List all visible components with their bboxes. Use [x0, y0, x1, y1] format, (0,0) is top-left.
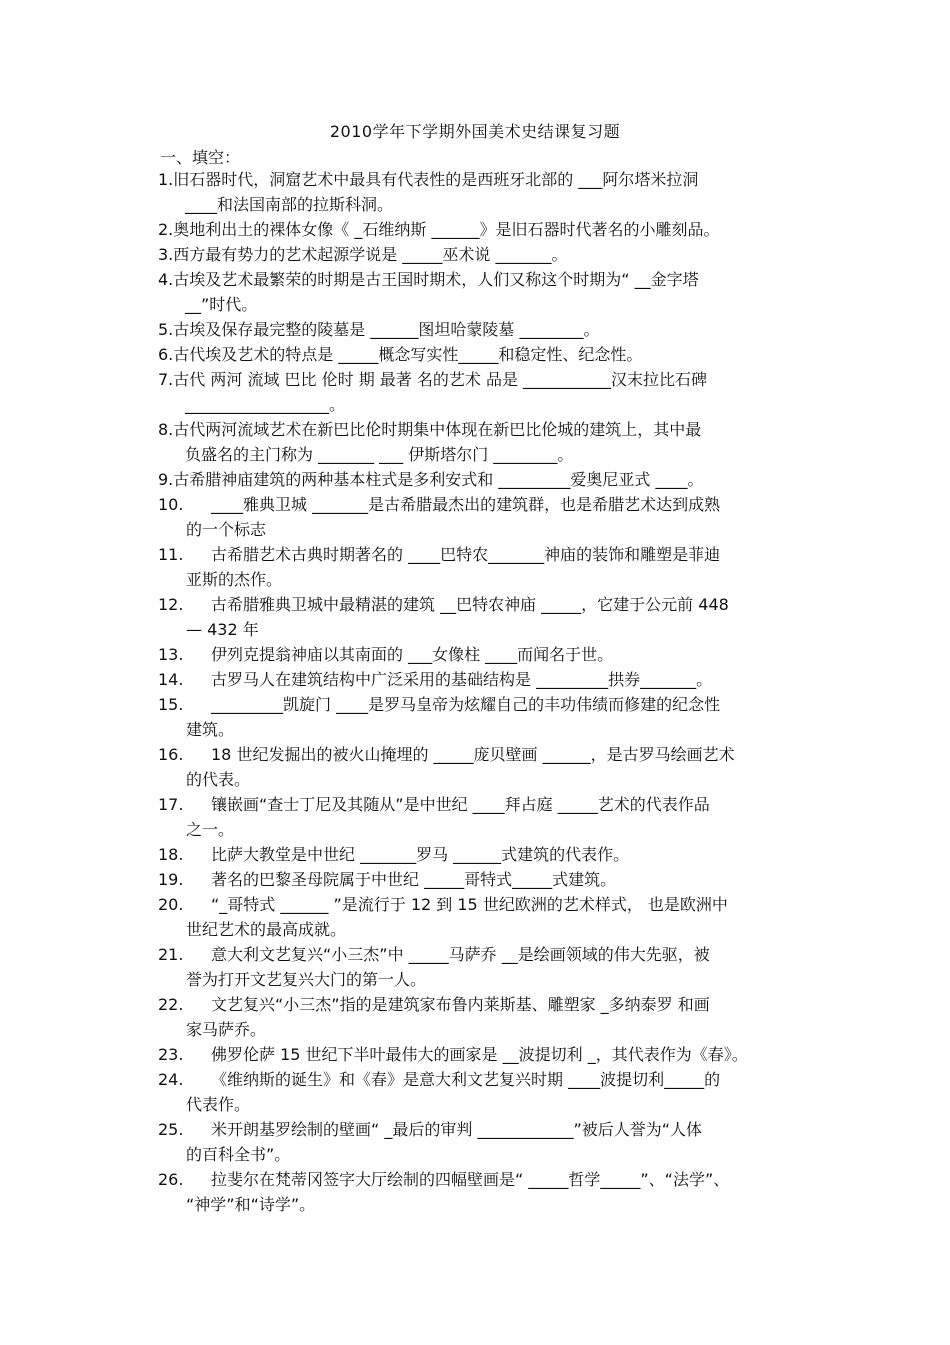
question-text: “_哥特式 ______ ”是流行于 12 到 15 世纪欧洲的艺术样式， 也是欧洲中 — [211, 895, 728, 914]
question-continuation: 之一。 — [186, 820, 235, 839]
question-line — [158, 692, 826, 717]
question-text: 文艺复兴“小三杰”指的是建筑家布鲁内莱斯基、雕塑家 _多纳泰罗 和画 — [211, 995, 710, 1014]
question-text: 著名的巴黎圣母院属于中世纪 _____哥特式_____式建筑。 — [211, 870, 617, 889]
question-item — [158, 867, 826, 892]
question-text: 古埃及保存最完整的陵墓是 ______图坦哈蒙陵墓 ________。 — [173, 320, 600, 339]
question-item — [158, 942, 826, 992]
question-item — [158, 692, 826, 742]
question-text: 古代 两河 流域 巴比 伦时 期 最著 名的艺术 品是 ___________汉末拉比石碑 — [173, 370, 708, 389]
question-line — [158, 1167, 826, 1192]
question-list — [158, 167, 826, 1217]
question-line — [158, 367, 826, 392]
question-item — [158, 167, 826, 217]
question-number: 17. — [158, 795, 184, 814]
question-text: _________凯旋门 ____是罗马皇帝为炫耀自己的丰功伟绩而修建的纪念性 — [211, 695, 721, 714]
question-line — [158, 217, 826, 242]
question-continuation: — 432 年 — [186, 620, 259, 639]
question-text: 古罗马人在建筑结构中广泛采用的基础结构是 _________拱券_______。 — [211, 670, 713, 689]
question-continuation: 的代表。 — [186, 770, 251, 789]
question-item — [158, 492, 826, 542]
question-line — [158, 592, 826, 617]
question-number: 24. — [158, 1070, 184, 1089]
question-line — [158, 492, 826, 517]
question-item — [158, 1042, 826, 1067]
question-item — [158, 642, 826, 667]
question-number: 8. — [158, 420, 174, 439]
question-continuation: 建筑。 — [186, 720, 235, 739]
question-number: 9. — [158, 470, 174, 489]
question-continuation: 家马萨乔。 — [186, 1020, 267, 1039]
question-number: 20. — [158, 895, 184, 914]
question-number: 7. — [158, 370, 174, 389]
question-text: 意大利文艺复兴“小三杰”中 _____马萨乔 __是绘画领域的伟大先驱，被 — [211, 945, 710, 964]
question-item — [158, 742, 826, 792]
question-line — [158, 942, 826, 967]
question-continuation: __”时代。 — [185, 295, 258, 314]
question-text: 古代两河流域艺术在新巴比伦时期集中体现在新巴比伦城的建筑上，其中最 — [173, 420, 702, 439]
question-number: 26. — [158, 1170, 184, 1189]
question-item — [158, 367, 826, 417]
question-number: 16. — [158, 745, 184, 764]
question-number: 23. — [158, 1045, 184, 1064]
question-continuation: ____和法国南部的拉斯科洞。 — [185, 195, 394, 214]
question-line — [158, 992, 826, 1017]
question-line — [158, 417, 826, 442]
question-line — [158, 1042, 826, 1067]
question-item — [158, 242, 826, 267]
question-text: 伊列克提翁神庙以其南面的 ___女像柱 ____而闻名于世。 — [211, 645, 614, 664]
question-text: 18 世纪发掘出的被火山掩埋的 _____庞贝壁画 ______，是古罗马绘画艺术 — [211, 745, 735, 764]
question-number: 11. — [158, 545, 184, 564]
question-text: 古代埃及艺术的特点是 _____概念写实性_____和稳定性、纪念性。 — [173, 345, 643, 364]
question-number: 10. — [158, 495, 184, 514]
question-line — [158, 742, 826, 767]
question-number: 15. — [158, 695, 184, 714]
question-text: 米开朗基罗绘制的壁画“ _最后的审判 ____________”被后人誉为“人体 — [211, 1120, 703, 1139]
question-line — [158, 892, 826, 917]
question-line — [158, 642, 826, 667]
document-title: 2010学年下学期外国美术史结课复习题 — [329, 122, 621, 141]
question-number: 4. — [158, 270, 174, 289]
question-number: 21. — [158, 945, 184, 964]
question-number: 25. — [158, 1120, 184, 1139]
question-text: 奥地利出土的裸体女像《 _石维纳斯 ______》是旧石器时代著名的小雕刻品。 — [173, 220, 720, 239]
question-line — [158, 867, 826, 892]
question-text: 《维纳斯的诞生》和《春》是意大利文艺复兴时期 ____波提切利_____的 — [211, 1070, 721, 1089]
question-text: ____雅典卫城 _______是古希腊最杰出的建筑群，也是希腊艺术达到成熟 — [211, 495, 721, 514]
question-number: 5. — [158, 320, 174, 339]
question-text: 佛罗伦萨 15 世纪下半叶最伟大的画家是 __波提切利 _，其代表作为《春》。 — [211, 1045, 748, 1064]
question-item — [158, 1167, 826, 1217]
question-line — [158, 242, 826, 267]
question-item — [158, 1067, 826, 1117]
question-line — [158, 467, 826, 492]
question-number: 1. — [158, 170, 174, 189]
question-item — [158, 467, 826, 492]
question-item — [158, 1117, 826, 1167]
question-text: 古希腊雅典卫城中最精湛的建筑 __巴特农神庙 _____，它建于公元前 448 — [211, 595, 729, 614]
question-number: 13. — [158, 645, 184, 664]
question-line — [158, 317, 826, 342]
question-continuation: __________________。 — [185, 395, 346, 414]
question-line — [158, 842, 826, 867]
question-text: 比萨大教堂是中世纪 _______罗马 ______式建筑的代表作。 — [211, 845, 630, 864]
question-line — [158, 792, 826, 817]
question-item — [158, 992, 826, 1042]
question-text: 古埃及艺术最繁荣的时期是古王国时期术，人们又称这个时期为“ __金字塔 — [173, 270, 699, 289]
question-line — [158, 1117, 826, 1142]
question-item — [158, 542, 826, 592]
question-text: 西方最有势力的艺术起源学说是 _____巫术说 _______。 — [173, 245, 568, 264]
question-item — [158, 217, 826, 242]
question-item — [158, 417, 826, 467]
question-continuation: 的一个标志 — [186, 520, 267, 539]
question-text: 拉斐尔在梵蒂冈签字大厅绘制的四幅壁画是“ _____哲学_____”、“法学”、 — [211, 1170, 730, 1189]
question-number: 18. — [158, 845, 184, 864]
question-line — [158, 1067, 826, 1092]
question-continuation: 誉为打开文艺复兴大门的第一人。 — [186, 970, 427, 989]
question-item — [158, 667, 826, 692]
question-continuation: 世纪艺术的最高成就。 — [186, 920, 347, 939]
question-number: 3. — [158, 245, 174, 264]
question-item — [158, 592, 826, 642]
question-number: 22. — [158, 995, 184, 1014]
question-continuation: 的百科全书”。 — [186, 1145, 291, 1164]
question-text: 镶嵌画“查士丁尼及其随从”是中世纪 ____拜占庭 _____艺术的代表作品 — [211, 795, 710, 814]
question-number: 19. — [158, 870, 184, 889]
question-number: 14. — [158, 670, 184, 689]
question-line — [158, 167, 826, 192]
question-text: 旧石器时代，洞窟艺术中最具有代表性的是西班牙北部的 ___阿尔塔米拉洞 — [173, 170, 699, 189]
question-text: 古希腊艺术古典时期著名的 ____巴特农_______神庙的装饰和雕塑是菲迪 — [211, 545, 721, 564]
question-item — [158, 792, 826, 842]
question-number: 12. — [158, 595, 184, 614]
question-item — [158, 267, 826, 317]
question-line — [158, 542, 826, 567]
question-line — [158, 342, 826, 367]
question-continuation: 代表作。 — [186, 1095, 251, 1114]
question-continuation: 负盛名的主门称为 _______ ___ 伊斯塔尔门 ________。 — [185, 445, 574, 464]
section-heading: 一、填空： — [160, 148, 241, 167]
question-item — [158, 892, 826, 942]
question-continuation: 亚斯的杰作。 — [186, 570, 283, 589]
question-continuation: “神学”和“诗学”。 — [186, 1195, 316, 1214]
question-line — [158, 667, 826, 692]
question-item — [158, 842, 826, 867]
question-number: 6. — [158, 345, 174, 364]
question-number: 2. — [158, 220, 174, 239]
question-line — [158, 267, 826, 292]
question-item — [158, 342, 826, 367]
question-text: 古希腊神庙建筑的两种基本柱式是多利安式和 _________爱奥尼亚式 ____。 — [173, 470, 704, 489]
question-item — [158, 317, 826, 342]
